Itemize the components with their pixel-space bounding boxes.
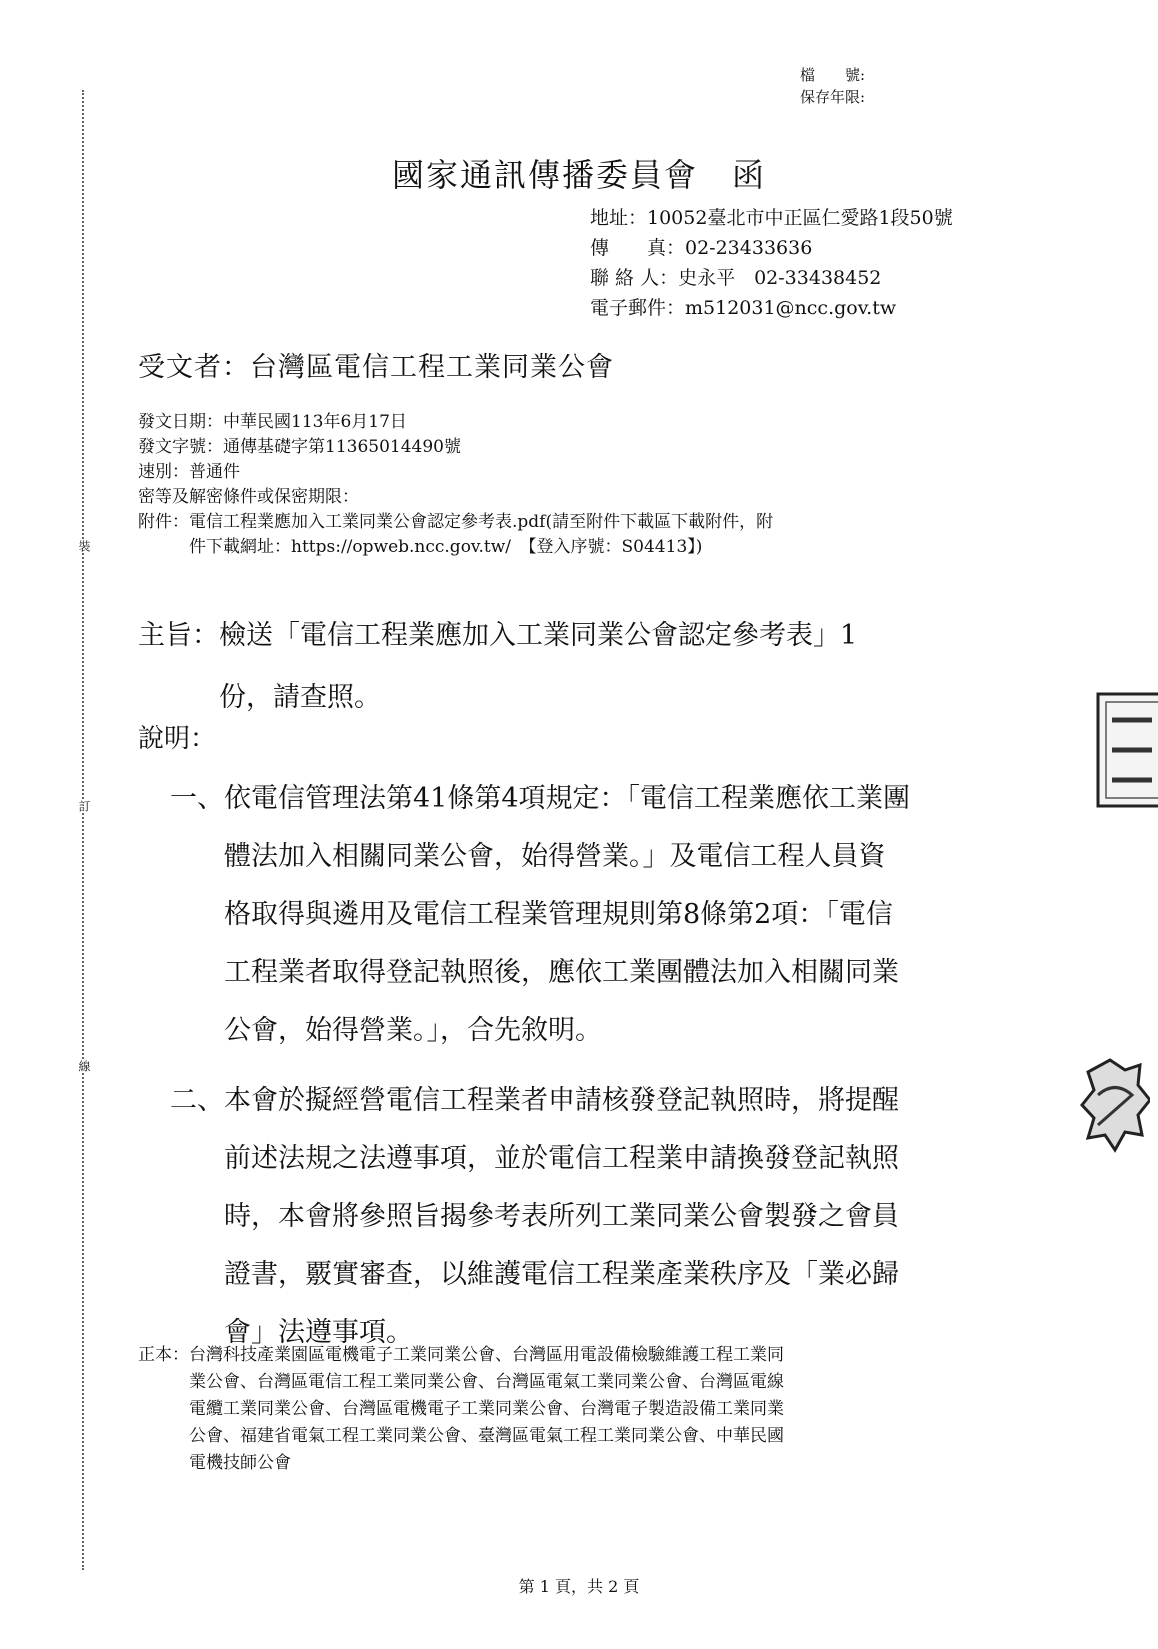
fax: 傳 真：02-23433636 xyxy=(590,237,813,259)
cc-line: 業公會、台灣區電信工程工業同業公會、台灣區電氣工業同業公會、台灣區電線 xyxy=(138,1372,784,1392)
binding-label-bind: 裝 xyxy=(77,540,91,552)
electronic-seal-stamp-icon xyxy=(1092,690,1158,810)
item-number: 二、 xyxy=(170,1085,224,1116)
secrecy-level: 密等及解密條件或保密期限： xyxy=(138,487,359,507)
attachment-line-1: 附件：電信工程業應加入工業同業公會認定參考表.pdf(請至附件下載區下載附件，附 xyxy=(138,512,774,532)
cc-line: 電機技師公會 xyxy=(138,1453,291,1473)
contact-block xyxy=(590,203,953,323)
attachment-line-2: 件下載網址：https://opweb.ncc.gov.tw/ 【登入序號：S04413】) xyxy=(138,537,703,557)
item-line: 證書，覈實審查，以維護電信工程業產業秩序及「業必歸 xyxy=(224,1259,899,1290)
binding-label-staple: 訂 xyxy=(77,800,91,812)
subject xyxy=(138,605,857,729)
retention-label: 保存年限: xyxy=(800,88,866,106)
seal-impression-icon xyxy=(1080,1050,1150,1170)
document-title: 國家通訊傳播委員會 函 xyxy=(391,156,766,194)
item-line: 格取得與遴用及電信工程業管理規則第8條第2項：「電信 xyxy=(224,899,893,930)
page-footer: 第 1 頁，共 2 頁 xyxy=(518,1577,640,1596)
contact-person: 聯 絡 人：史永平 02-33438452 xyxy=(590,267,882,289)
item-line: 前述法規之法遵事項，並於電信工程業申請換發登記執照 xyxy=(224,1143,899,1174)
explanation-items xyxy=(170,770,1030,1374)
explanation-item xyxy=(170,1072,1030,1362)
item-line: 體法加入相關同業公會，始得營業。」及電信工程人員資 xyxy=(224,841,886,872)
binding-line xyxy=(82,90,90,1570)
cc-line: 正本：台灣科技產業園區電機電子工業同業公會、台灣區用電設備檢驗維護工程工業同 xyxy=(138,1345,784,1365)
cc-line: 電纜工業同業公會、台灣區電機電子工業同業公會、台灣電子製造設備工業同業 xyxy=(138,1399,784,1419)
item-line: 本會於擬經營電信工程業者申請核發登記執照時，將提醒 xyxy=(224,1085,899,1116)
item-line: 會」法遵事項。 xyxy=(224,1317,413,1348)
address: 地址：10052臺北市中正區仁愛路1段50號 xyxy=(590,207,953,229)
document-number: 發文字號：通傳基礎字第11365014490號 xyxy=(138,437,461,457)
item-line: 公會，始得營業。」，合先敘明。 xyxy=(224,1015,602,1046)
item-number: 一、 xyxy=(170,783,224,814)
email: 電子郵件：m512031@ncc.gov.tw xyxy=(590,297,897,319)
subject-line-1: 主旨：檢送「電信工程業應加入工業同業公會認定參考表」1 xyxy=(138,620,858,651)
binding-label-line: 線 xyxy=(77,1060,91,1072)
cc-line: 公會、福建省電氣工程工業同業公會、臺灣區電氣工程工業同業公會、中華民國 xyxy=(138,1426,784,1446)
recipient: 受文者：台灣區電信工程工業同業公會 xyxy=(138,352,614,383)
delivery-speed: 速別：普通件 xyxy=(138,462,240,482)
explanation-label: 說明： xyxy=(138,724,217,754)
item-line: 時，本會將參照旨揭參考表所列工業同業公會製發之會員 xyxy=(224,1201,899,1232)
cc-list xyxy=(138,1342,784,1477)
explanation-item xyxy=(170,770,1030,1060)
item-line: 工程業者取得登記執照後，應依工業團體法加入相關同業 xyxy=(224,957,899,988)
subject-line-2: 份，請查照。 xyxy=(138,682,381,713)
archive-info xyxy=(800,64,865,108)
issue-date: 發文日期：中華民國113年6月17日 xyxy=(138,412,407,432)
meta-block xyxy=(138,410,773,560)
item-line: 依電信管理法第41條第4項規定：「電信工程業應依工業團 xyxy=(224,783,911,814)
file-number-label: 檔 號: xyxy=(800,66,866,84)
